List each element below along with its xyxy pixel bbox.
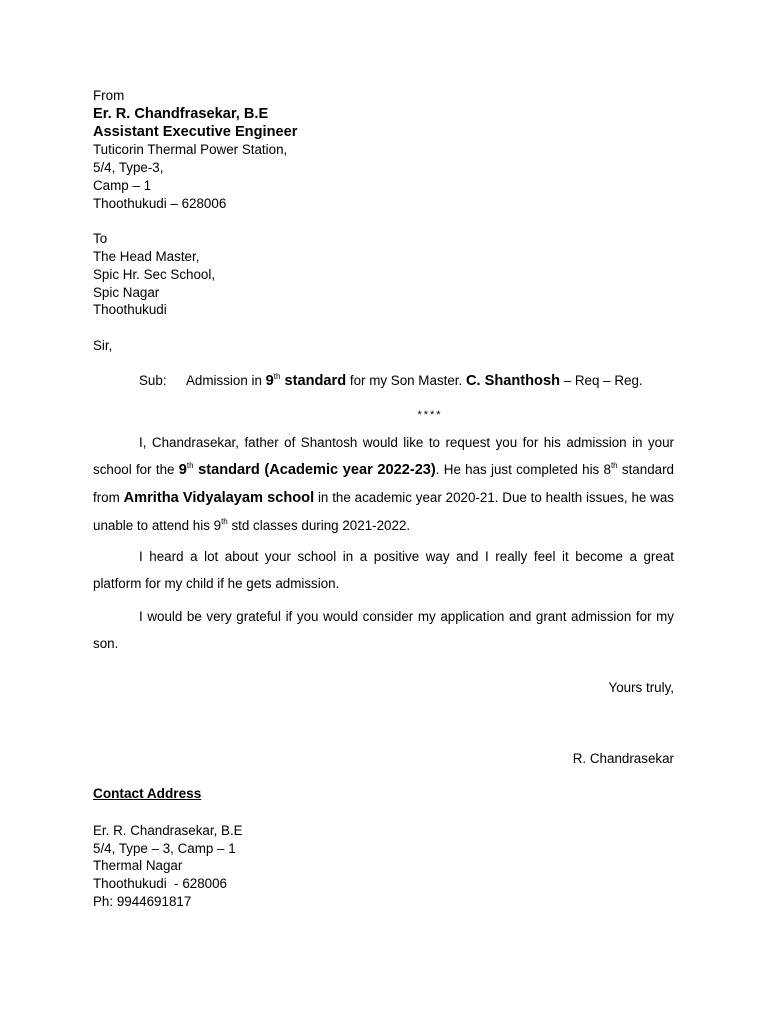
sender-address-line: Tuticorin Thermal Power Station, — [93, 142, 288, 157]
contact-line: Er. R. Chandrasekar, B.E — [93, 823, 243, 838]
contact-line: Thermal Nagar — [93, 858, 183, 873]
subject-line: Sub: Admission in 9th standard for my Son Master. C. Shanthosh – Req – Reg. — [139, 371, 643, 389]
sender-address-line: 5/4, Type-3, — [93, 160, 164, 175]
recipient-address-line: Spic Nagar — [93, 285, 160, 300]
separator-stars: **** — [417, 409, 443, 421]
recipient-address-line: Thoothukudi — [93, 302, 167, 317]
contact-phone: Ph: 9944691817 — [93, 894, 192, 909]
closing: Yours truly, — [608, 680, 674, 695]
recipient-address-line: The Head Master, — [93, 249, 200, 264]
salutation: Sir, — [93, 338, 113, 353]
school-name: Amritha Vidyalayam school — [123, 490, 315, 506]
sender-designation: Assistant Executive Engineer — [93, 124, 298, 140]
signature-name: R. Chandrasekar — [572, 751, 674, 766]
recipient-address-line: Spic Hr. Sec School, — [93, 267, 216, 282]
sender-name: Er. R. Chandfrasekar, B.E — [93, 106, 269, 122]
body-paragraph-1: I, Chandrasekar, father of Shantosh would like to request you for his admission in your school for the 9th standard (Academic year 2022-23). He has just completed his 8th standard from Amritha Vidyalayam school in the academic year 2020-21. Due to health issues, he was unable to attend his 9th std classes during 2021-2022. — [93, 435, 674, 533]
sender-address-line: Thoothukudi – 628006 — [93, 196, 227, 211]
sender-address-line: Camp – 1 — [93, 178, 152, 193]
subject-label: Sub: — [139, 373, 167, 388]
body-paragraph-2: I heard a lot about your school in a positive way and I really feel it become a great platform for my child if he gets admission. — [93, 549, 674, 591]
son-name: C. Shanthosh — [465, 373, 560, 389]
contact-line: 5/4, Type – 3, Camp – 1 — [93, 841, 236, 856]
contact-heading: Contact Address — [93, 786, 202, 801]
from-label: From — [93, 88, 125, 103]
to-label: To — [93, 231, 108, 246]
body-paragraph-3: I would be very grateful if you would consider my application and grant admission for my son. — [93, 609, 674, 651]
contact-line: Thoothukudi - 628006 — [93, 876, 228, 891]
